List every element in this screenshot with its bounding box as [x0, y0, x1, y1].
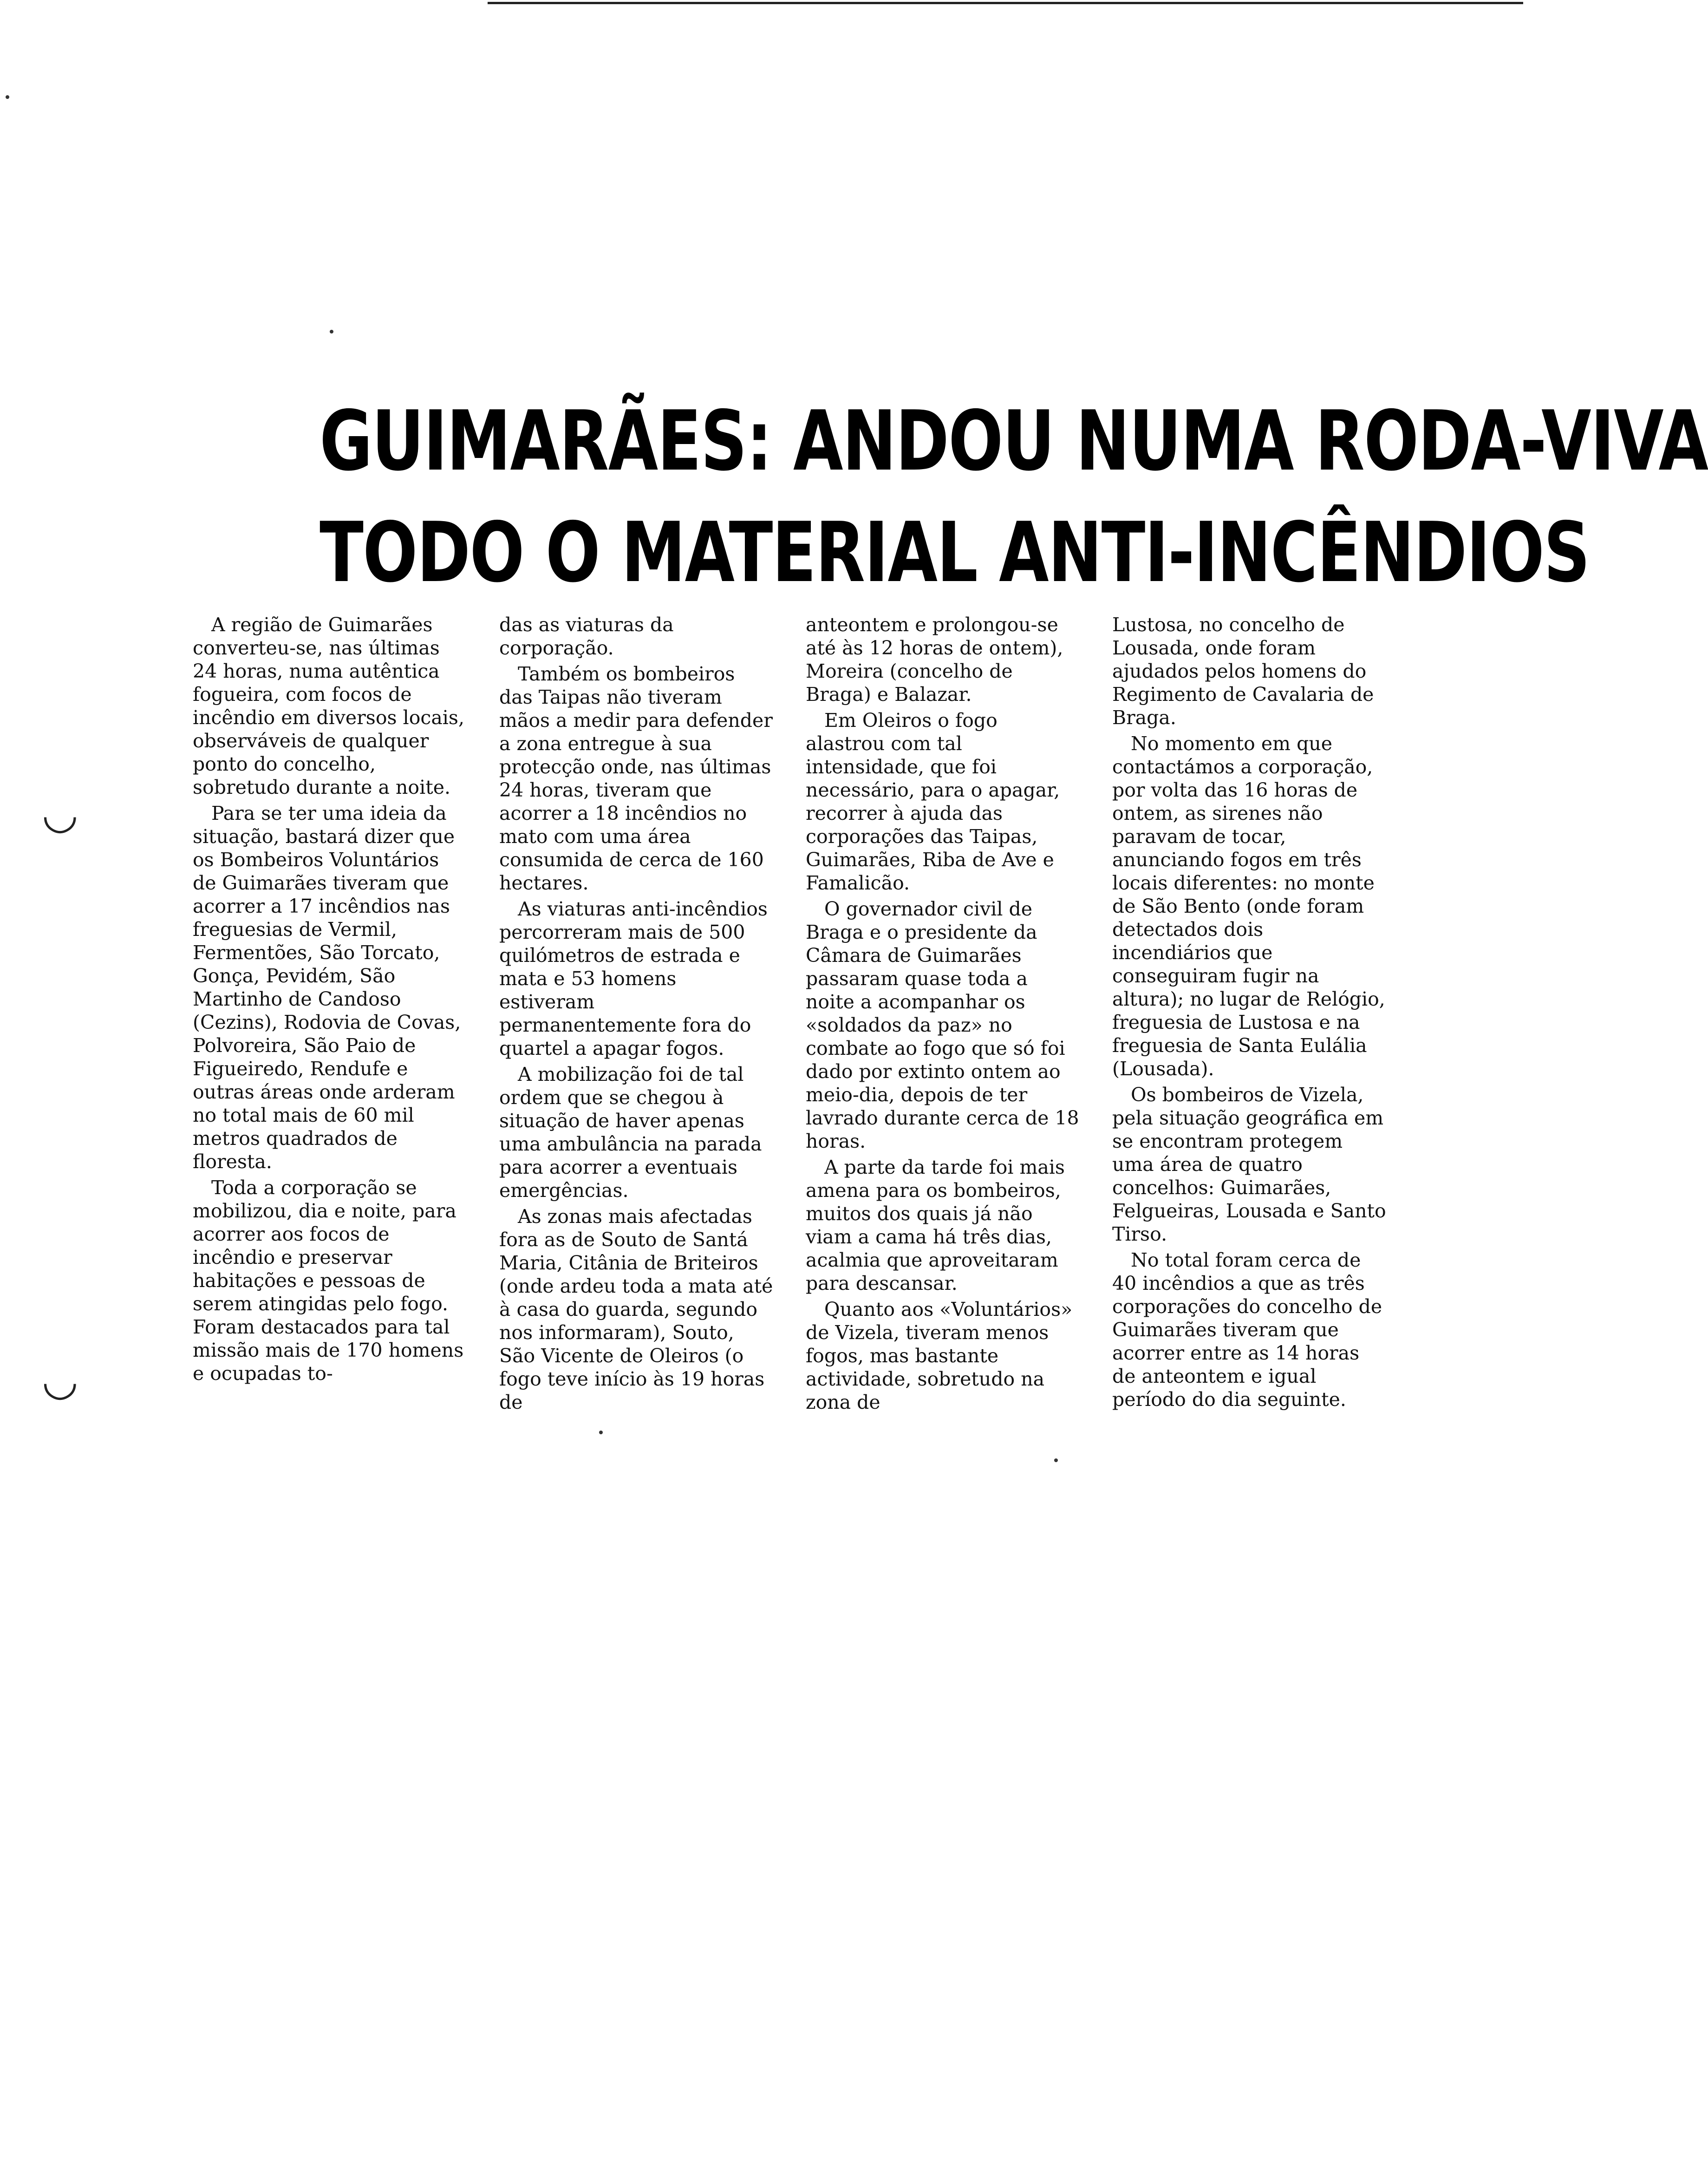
article-column-1: [193, 613, 467, 1388]
paragraph: Toda a corporação se mobilizou, dia e noite, para acorrer aos focos de incêndio e preservar habitações e pessoas de serem atingidas pelo fogo. Foram destacados para tal missão mais de 170 homens e ocupadas to-: [193, 1177, 464, 1385]
paragraph: No momento em que contactámos a corporação, por volta das 16 horas de ontem, as sirenes não paravam de tocar, anunciando fogos em três locais diferentes: no monte de São Bento (onde foram detectados dois incendiários que conseguiram fugir na altura); no lugar de Relógio, freguesia de Lustosa e na freguesia de Santa Eulália (Lousada).: [1112, 732, 1385, 1080]
article-column-4: [1112, 613, 1386, 1414]
paragraph: A mobilização foi de tal ordem que se chegou à situação de haver apenas uma ambulância na parada para acorrer a eventuais emergências.: [499, 1063, 762, 1202]
paragraph: Os bombeiros de Vizela, pela situação geográfica em se encontram protegem uma área de quatro concelhos: Guimarães, Felgueiras, Lousada e Santo Tirso.: [1112, 1084, 1386, 1245]
headline-line-2: TODO O MATERIAL ANTI-INCÊNDIOS: [319, 504, 1590, 601]
paragraph: A região de Guimarães converteu-se, nas últimas 24 horas, numa autêntica fogueira, com focos de incêndio em diversos locais, observáveis de qualquer ponto do concelho, sobretudo durante a noite.: [193, 614, 464, 798]
paragraph: Também os bombeiros das Taipas não tiveram mãos a medir para defender a zona entregue à sua protecção onde, nas últimas 24 horas, tiveram que acorrer a 18 incêndios no mato com uma área consumida de cerca de 160 hectares.: [499, 663, 773, 894]
scan-speck: [330, 330, 333, 333]
top-border-rule: [488, 2, 1523, 4]
article-column-2: [499, 613, 773, 1417]
paragraph: Quanto aos «Voluntários» de Vizela, tiveram menos fogos, mas bastante actividade, sobretudo na zona de: [806, 1298, 1073, 1413]
paragraph: O governador civil de Braga e o presidente da Câmara de Guimarães passaram quase toda a noite a acompanhar os «soldados da paz» no combate ao fogo que só foi dado por extinto ontem ao meio-dia, depois de ter lavrado durante cerca de 18 horas.: [806, 898, 1079, 1152]
paragraph: das as viaturas da corporação.: [499, 614, 674, 659]
article-headline: [319, 386, 1708, 608]
paragraph: As viaturas anti-incêndios percorreram mais de 500 quilómetros de estrada e mata e 53 homens estiveram permanentemente fora do quartel a apagar fogos.: [499, 898, 768, 1059]
scan-speck: [6, 95, 9, 99]
paragraph: Lustosa, no concelho de Lousada, onde foram ajudados pelos homens do Regimento de Cavalaria de Braga.: [1112, 614, 1374, 729]
scan-margin-mark: ◡: [42, 1356, 78, 1405]
scan-speck: [599, 1431, 603, 1434]
paragraph: anteontem e prolongou-se até às 12 horas de ontem), Moreira (concelho de Braga) e Balazar.: [806, 614, 1063, 706]
paragraph: Para se ter uma ideia da situação, bastará dizer que os Bombeiros Voluntários de Guimarães tiveram que acorrer a 17 incêndios nas freguesias de Vermil, Fermentões, São Torcato, Gonça, Pevidém, São Martinho de Candoso (Cezins), Rodovia de Covas, Polvoreira, São Paio de Figueiredo, Rendufe e outras áreas onde arderam no total mais de 60 mil metros quadrados de floresta.: [193, 802, 461, 1173]
article-column-3: [806, 613, 1080, 1417]
headline-line-1: GUIMARÃES: ANDOU NUMA RODA-VIVA: [319, 393, 1708, 489]
paragraph: Em Oleiros o fogo alastrou com tal intensidade, que foi necessário, para o apagar, recorrer à ajuda das corporações das Taipas, Guimarães, Riba de Ave e Famalicão.: [806, 709, 1060, 894]
scan-speck: [1054, 1458, 1058, 1462]
paragraph: No total foram cerca de 40 incêndios a que as três corporações do concelho de Guimarães tiveram que acorrer entre as 14 horas de anteontem e igual período do dia seguinte.: [1112, 1249, 1382, 1411]
paragraph: As zonas mais afectadas fora as de Souto de Santá Maria, Citânia de Briteiros (onde ardeu toda a mata até à casa do guarda, segundo nos informaram), Souto, São Vicente de Oleiros (o fogo teve início às 19 horas de: [499, 1205, 773, 1413]
paragraph: A parte da tarde foi mais amena para os bombeiros, muitos dos quais já não viam a cama há três dias, acalmia que aproveitaram para descansar.: [806, 1156, 1065, 1294]
scan-margin-mark: ◡: [42, 790, 78, 838]
